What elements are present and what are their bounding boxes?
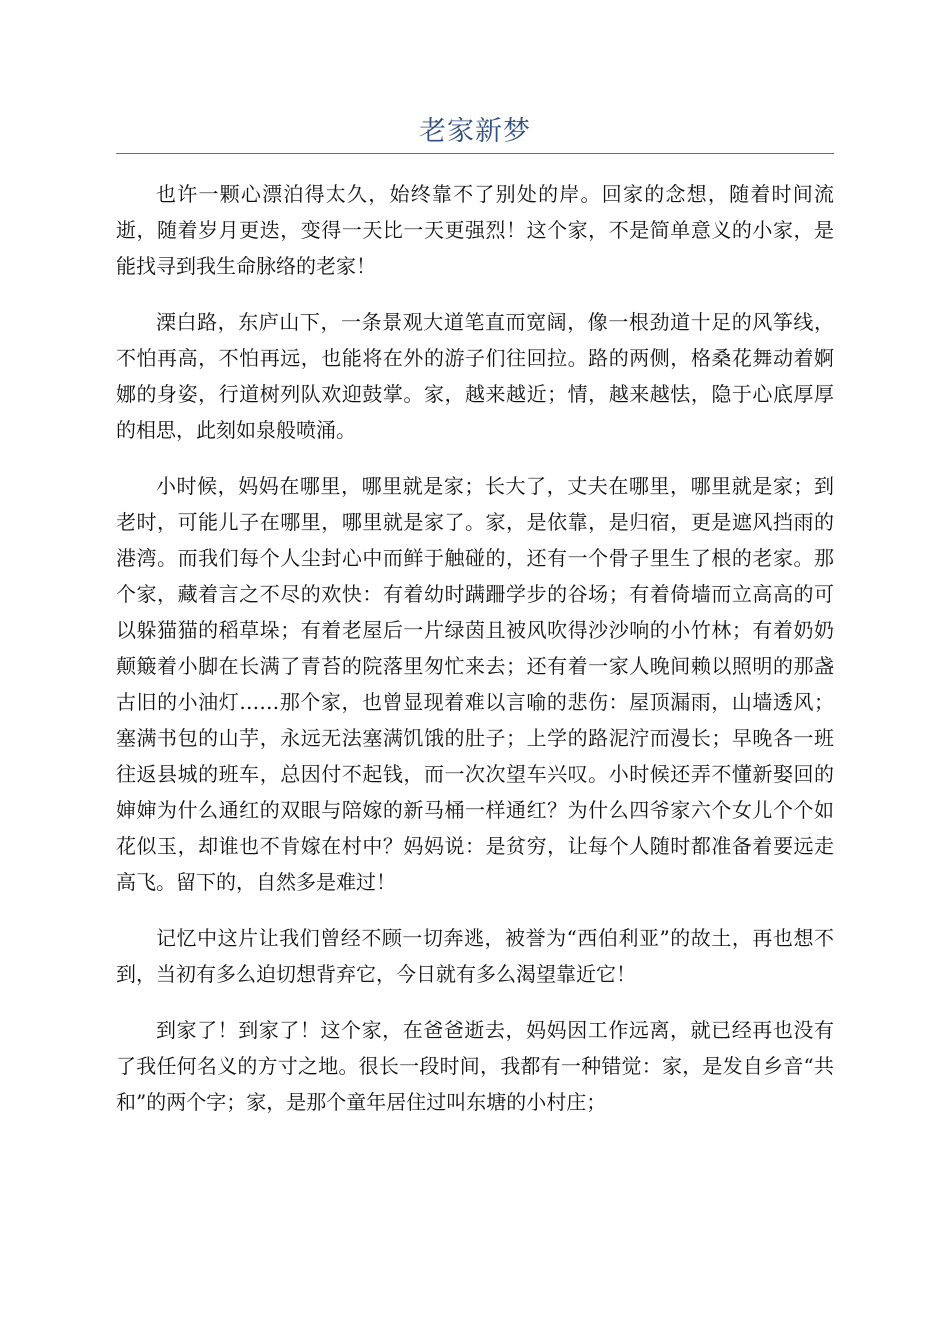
paragraph-3: 小时候，妈妈在哪里，哪里就是家；长大了，丈夫在哪里，哪里就是家；到老时，可能儿子在哪里，哪里就是家了。家，是依靠，是归宿，更是遮风挡雨的港湾。而我们每个人尘封心中而鲜于触碰的，还有一个骨子里生了根的老家。那个家，藏着言之不尽的欢快：有着幼时蹒跚学步的谷场；有着倚墙而立高高的可以躲猫猫的稻草垛；有着老屋后一片绿茵且被风吹得沙沙响的小竹林；有着奶奶颠簸着小脚在长满了青苔的院落里匆忙来去；还有着一家人晚间赖以照明的那盏古旧的小油灯……那个家，也曾显现着难以言喻的悲伤：屋顶漏雨，山墙透风；塞满书包的山芋，永远无法塞满饥饿的肚子；上学的路泥泞而漫长；早晚各一班往返县城的班车，总因付不起钱，而一次次望车兴叹。小时候还弄不懂新娶回的婶婶为什么通红的双眼与陪嫁的新马桶一样通红？为什么四爷家六个女儿个个如花似玉，却谁也不肯嫁在村中？妈妈说：是贫穷，让每个人随时都准备着要远走高飞。留下的，自然多是难过！ (116, 474, 834, 894)
paragraph-2: 溧白路，东庐山下，一条景观大道笔直而宽阔，像一根劲道十足的风筝线，不怕再高，不怕再远，也能将在外的游子们往回拉。路的两侧，格桑花舞动着婀娜的身姿，行道树列队欢迎鼓掌。家，越来越近；情，越来越怯，隐于心底厚厚的相思，此刻如泉般喷涌。 (116, 310, 834, 442)
paragraph-4: 记忆中这片让我们曾经不顾一切奔逃，被誉为“西伯利亚”的故土，再也想不到，当初有多么迫切想背弃它，今日就有多么渴望靠近它！ (116, 926, 834, 986)
paragraph-1: 也许一颗心漂泊得太久，始终靠不了别处的岸。回家的念想，随着时间流逝，随着岁月更迭，变得一天比一天更强烈！这个家，不是简单意义的小家，是能找寻到我生命脉络的老家！ (116, 182, 834, 278)
document-title: 老家新梦 (419, 116, 531, 147)
title-underline (116, 153, 834, 154)
document-body (116, 176, 834, 1140)
paragraph-5: 到家了！到家了！这个家，在爸爸逝去，妈妈因工作远离，就已经再也没有了我任何名义的方寸之地。很长一段时间，我都有一种错觉：家，是发自乡音“共和”的两个字；家，是那个童年居住过叫东塘的小村庄； (116, 1018, 834, 1114)
